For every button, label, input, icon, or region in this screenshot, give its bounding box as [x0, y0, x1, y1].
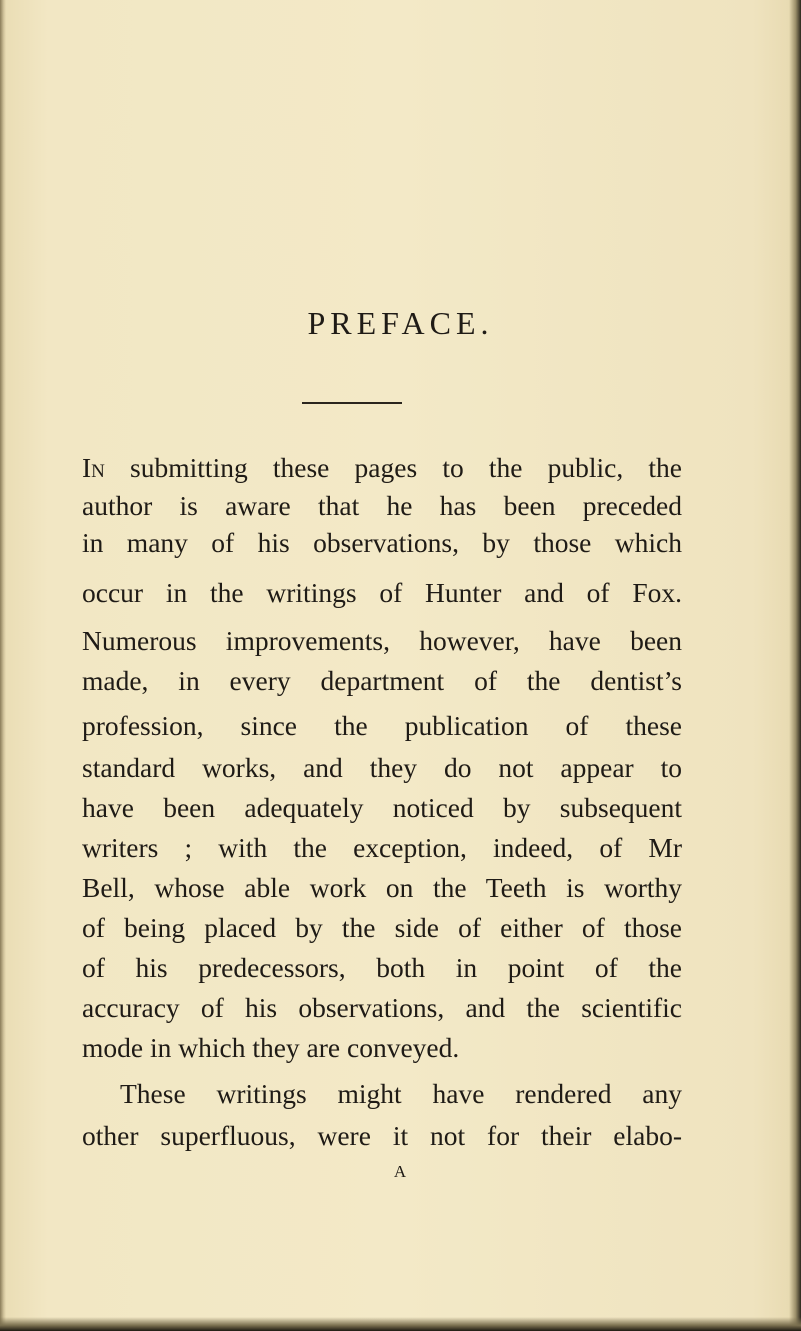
paragraph-line-1 [82, 452, 682, 484]
paragraph-line-2: author is aware that he has been preceded [82, 490, 682, 521]
paragraph-line-14: accuracy of his observations, and the scientific [82, 992, 682, 1023]
paragraph-line-10: writers ; with the exception, indeed, of Mr [82, 832, 682, 863]
paragraph-line-12: of being placed by the side of either of those [82, 912, 682, 943]
drop-word: In [82, 452, 105, 483]
page-bottom-edge [0, 1317, 801, 1331]
paragraph-line-4: occur in the writings of Hunter and of Fox. [82, 577, 682, 608]
paragraph-line-7: profession, since the publication of these [82, 710, 682, 741]
paragraph-line-13: of his predecessors, both in point of the [82, 952, 682, 983]
page-left-edge [0, 0, 6, 1331]
paragraph-line-16: These writings might have rendered any [120, 1078, 682, 1109]
paragraph-line-8: standard works, and they do not appear to [82, 752, 682, 783]
paragraph-line-11: Bell, whose able work on the Teeth is worthy [82, 872, 682, 903]
paragraph-line-3: in many of his observations, by those which [82, 527, 682, 558]
paragraph-line-17: other superfluous, were it not for their elabo- [82, 1120, 682, 1151]
paragraph-line-15: mode in which they are conveyed. [82, 1032, 460, 1063]
heading-rule [302, 402, 402, 404]
page-right-edge [789, 0, 801, 1331]
signature-mark: A [393, 1162, 408, 1181]
line-text: submitting these pages to the public, the [104, 452, 682, 483]
paragraph-line-9: have been adequately noticed by subsequent [82, 792, 682, 823]
paragraph-line-5: Numerous improvements, however, have been [82, 625, 682, 656]
paragraph-line-6: made, in every department of the dentist’s [82, 665, 682, 696]
page-heading: PREFACE. [307, 305, 494, 341]
